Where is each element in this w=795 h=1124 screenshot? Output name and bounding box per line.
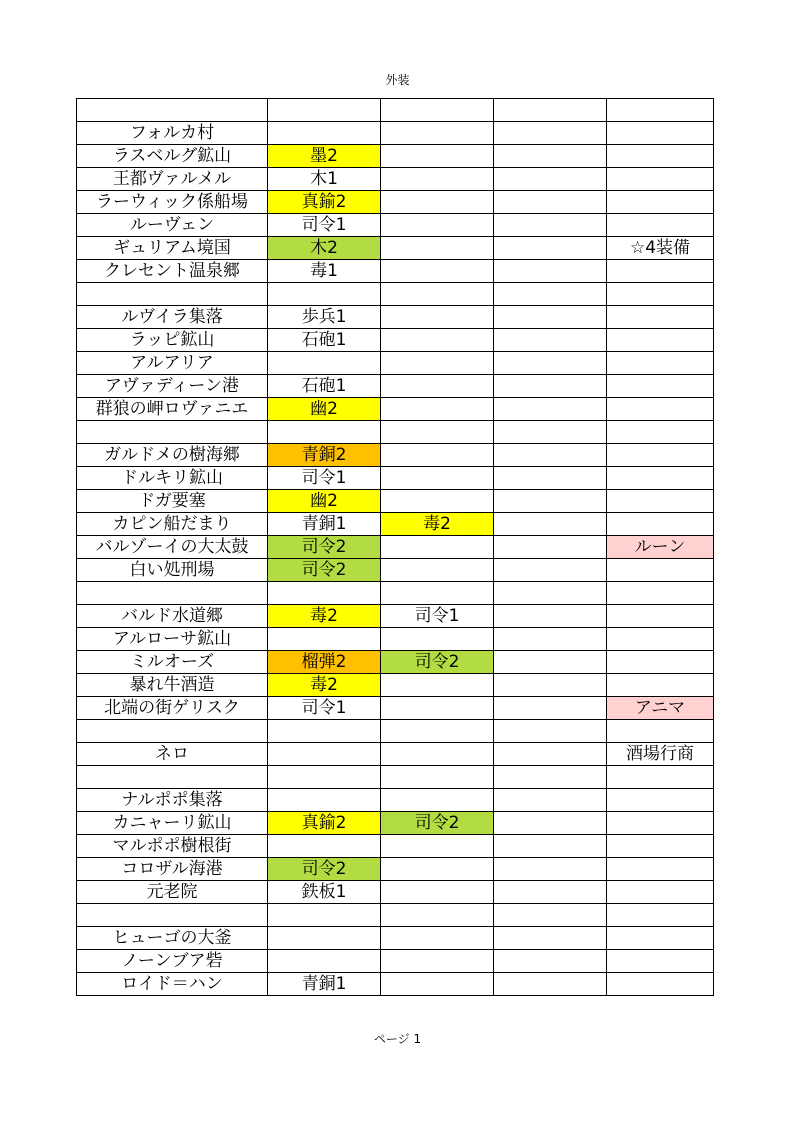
note-cell [607,168,714,191]
material-cell-2 [381,973,494,996]
location-cell: ネロ [77,743,268,766]
material-cell-2 [381,237,494,260]
material-cell-2 [381,398,494,421]
material-cell-2 [381,697,494,720]
note-cell [607,973,714,996]
location-cell: ドガ要塞 [77,490,268,513]
material-cell-3 [494,674,607,697]
material-cell-1: 幽2 [268,398,381,421]
location-cell: 元老院 [77,881,268,904]
note-cell [607,122,714,145]
note-cell [607,490,714,513]
table-row [77,835,714,858]
location-cell: 暴れ牛酒造 [77,674,268,697]
table-row [77,789,714,812]
table-row [77,260,714,283]
table-row [77,697,714,720]
table-row [77,582,714,605]
material-cell-1: 毒1 [268,260,381,283]
table-row [77,168,714,191]
material-cell-2 [381,329,494,352]
note-cell [607,352,714,375]
material-cell-3 [494,812,607,835]
note-cell: ☆4装備 [607,237,714,260]
table-row [77,904,714,927]
material-cell-3 [494,513,607,536]
note-cell: 酒場行商 [607,743,714,766]
material-cell-1: 司令1 [268,697,381,720]
table-row [77,329,714,352]
material-cell-3 [494,858,607,881]
material-cell-2 [381,674,494,697]
material-cell-1 [268,950,381,973]
spreadsheet-table [76,98,714,996]
note-cell [607,789,714,812]
material-cell-3 [494,904,607,927]
note-cell [607,513,714,536]
note-cell: ルーン [607,536,714,559]
table-row [77,559,714,582]
note-cell [607,214,714,237]
material-cell-1 [268,789,381,812]
material-cell-1 [268,352,381,375]
material-cell-3 [494,467,607,490]
material-cell-1 [268,122,381,145]
material-cell-1 [268,927,381,950]
table-row [77,720,714,743]
table-row [77,99,714,122]
table-row [77,214,714,237]
material-cell-1: 毒2 [268,674,381,697]
table-row [77,467,714,490]
material-cell-2: 司令2 [381,812,494,835]
material-cell-2 [381,122,494,145]
location-cell: 北端の街ゲリスク [77,697,268,720]
note-cell [607,858,714,881]
material-cell-3 [494,214,607,237]
material-cell-1 [268,421,381,444]
location-cell: ラッピ鉱山 [77,329,268,352]
material-cell-3 [494,582,607,605]
material-cell-2 [381,766,494,789]
material-cell-2 [381,444,494,467]
location-cell [77,720,268,743]
material-cell-3 [494,168,607,191]
material-cell-3 [494,421,607,444]
material-cell-3 [494,99,607,122]
note-cell [607,628,714,651]
material-cell-3 [494,375,607,398]
table-row [77,306,714,329]
location-cell: ロイド＝ハン [77,973,268,996]
material-cell-2: 司令2 [381,651,494,674]
material-cell-2: 毒2 [381,513,494,536]
location-cell: ヒューゴの大釜 [77,927,268,950]
material-cell-2 [381,490,494,513]
table-row [77,191,714,214]
material-cell-3 [494,881,607,904]
note-cell [607,927,714,950]
note-cell [607,835,714,858]
note-cell [607,191,714,214]
material-cell-3 [494,260,607,283]
material-cell-3 [494,651,607,674]
table-row [77,881,714,904]
material-cell-2 [381,927,494,950]
note-cell [607,329,714,352]
material-cell-1: 毒2 [268,605,381,628]
note-cell [607,421,714,444]
location-cell: マルポポ樹根街 [77,835,268,858]
material-cell-3 [494,559,607,582]
material-cell-1: 石砲1 [268,329,381,352]
material-cell-3 [494,766,607,789]
table-row [77,651,714,674]
material-cell-1 [268,283,381,306]
material-cell-2 [381,352,494,375]
note-cell [607,398,714,421]
note-cell [607,904,714,927]
location-cell: ドルキリ鉱山 [77,467,268,490]
table-row [77,628,714,651]
note-cell [607,950,714,973]
location-cell: ノーンブア砦 [77,950,268,973]
note-cell: アニマ [607,697,714,720]
material-cell-2 [381,168,494,191]
location-cell: アヴァディーン港 [77,375,268,398]
material-cell-2 [381,789,494,812]
material-cell-1 [268,904,381,927]
location-cell: 群狼の岬ロヴァニエ [77,398,268,421]
material-cell-3 [494,927,607,950]
material-cell-1 [268,743,381,766]
table-row [77,973,714,996]
material-cell-2 [381,191,494,214]
table-row [77,858,714,881]
material-cell-3 [494,789,607,812]
material-cell-3 [494,191,607,214]
location-cell: カニャーリ鉱山 [77,812,268,835]
material-cell-3 [494,145,607,168]
material-cell-1 [268,835,381,858]
material-cell-1: 歩兵1 [268,306,381,329]
location-cell: バルド水道郷 [77,605,268,628]
material-cell-1 [268,582,381,605]
table-row [77,674,714,697]
material-cell-3 [494,352,607,375]
table-row [77,283,714,306]
location-cell: ミルオーズ [77,651,268,674]
material-cell-2 [381,536,494,559]
material-cell-2 [381,904,494,927]
note-cell [607,99,714,122]
location-cell: ルヴイラ集落 [77,306,268,329]
material-cell-1: 青銅2 [268,444,381,467]
material-cell-3 [494,398,607,421]
material-cell-1: 真鍮2 [268,191,381,214]
note-cell [607,605,714,628]
table-row [77,122,714,145]
location-cell: 白い処刑場 [77,559,268,582]
material-cell-3 [494,536,607,559]
material-cell-3 [494,306,607,329]
material-cell-2 [381,260,494,283]
table-row [77,421,714,444]
material-cell-2 [381,467,494,490]
material-cell-3 [494,237,607,260]
material-cell-1: 幽2 [268,490,381,513]
material-cell-1: 司令2 [268,536,381,559]
material-cell-2 [381,375,494,398]
material-cell-1: 真鍮2 [268,812,381,835]
material-cell-2 [381,306,494,329]
location-cell [77,582,268,605]
material-cell-3 [494,720,607,743]
table-row [77,145,714,168]
note-cell [607,306,714,329]
note-cell [607,375,714,398]
table-row [77,536,714,559]
material-cell-3 [494,743,607,766]
note-cell [607,283,714,306]
table-row [77,398,714,421]
material-cell-1 [268,766,381,789]
page-header-title: 外装 [385,73,410,87]
material-cell-1 [268,628,381,651]
table-row [77,766,714,789]
material-cell-1: 木1 [268,168,381,191]
material-cell-1: 青銅1 [268,973,381,996]
material-cell-2 [381,858,494,881]
note-cell [607,651,714,674]
note-cell [607,559,714,582]
table-row [77,490,714,513]
table-row [77,237,714,260]
material-cell-1: 鉄板1 [268,881,381,904]
material-cell-2 [381,950,494,973]
location-cell [77,99,268,122]
material-cell-1 [268,720,381,743]
table-row [77,812,714,835]
location-cell: 王都ヴァルメル [77,168,268,191]
location-cell: ラスベルグ鉱山 [77,145,268,168]
location-cell: ギュリアム境国 [77,237,268,260]
material-cell-2 [381,99,494,122]
material-cell-3 [494,697,607,720]
material-cell-1: 司令2 [268,858,381,881]
location-cell: フォルカ村 [77,122,268,145]
material-cell-3 [494,122,607,145]
material-cell-3 [494,444,607,467]
note-cell [607,881,714,904]
note-cell [607,145,714,168]
material-cell-1 [268,99,381,122]
table-row [77,444,714,467]
material-cell-3 [494,950,607,973]
material-cell-1: 木2 [268,237,381,260]
table-row [77,513,714,536]
location-cell: アルアリア [77,352,268,375]
note-cell [607,720,714,743]
material-cell-1: 司令1 [268,214,381,237]
material-cell-2 [381,743,494,766]
note-cell [607,260,714,283]
table-body [77,99,714,996]
table-row [77,950,714,973]
location-cell: ガルドメの樹海郷 [77,444,268,467]
material-cell-2 [381,835,494,858]
material-cell-2 [381,421,494,444]
location-cell: カピン船だまり [77,513,268,536]
material-cell-1: 司令1 [268,467,381,490]
note-cell [607,766,714,789]
location-cell [77,766,268,789]
note-cell [607,674,714,697]
page-footer-number: ページ 1 [373,1032,422,1046]
material-cell-1: 青銅1 [268,513,381,536]
location-cell [77,421,268,444]
note-cell [607,444,714,467]
location-cell [77,283,268,306]
material-cell-1: 墨2 [268,145,381,168]
location-cell: ルーヴェン [77,214,268,237]
material-cell-3 [494,973,607,996]
material-cell-1: 榴弾2 [268,651,381,674]
location-cell: バルゾーイの大太鼓 [77,536,268,559]
material-cell-2 [381,582,494,605]
location-cell: ナルポポ集落 [77,789,268,812]
table-row [77,375,714,398]
location-cell: ラーウィック係船場 [77,191,268,214]
material-cell-2: 司令1 [381,605,494,628]
table-row [77,352,714,375]
location-cell: アルローサ鉱山 [77,628,268,651]
material-cell-3 [494,329,607,352]
table-row [77,927,714,950]
material-cell-2 [381,145,494,168]
location-cell: クレセント温泉郷 [77,260,268,283]
material-cell-2 [381,881,494,904]
material-cell-1: 司令2 [268,559,381,582]
location-cell [77,904,268,927]
material-cell-2 [381,720,494,743]
material-cell-3 [494,835,607,858]
material-cell-3 [494,605,607,628]
material-cell-3 [494,490,607,513]
material-cell-3 [494,283,607,306]
material-cell-1: 石砲1 [268,375,381,398]
material-cell-2 [381,283,494,306]
material-cell-2 [381,559,494,582]
note-cell [607,812,714,835]
note-cell [607,467,714,490]
table-row [77,743,714,766]
material-cell-2 [381,214,494,237]
location-cell: コロザル海港 [77,858,268,881]
table-row [77,605,714,628]
note-cell [607,582,714,605]
material-cell-3 [494,628,607,651]
material-cell-2 [381,628,494,651]
